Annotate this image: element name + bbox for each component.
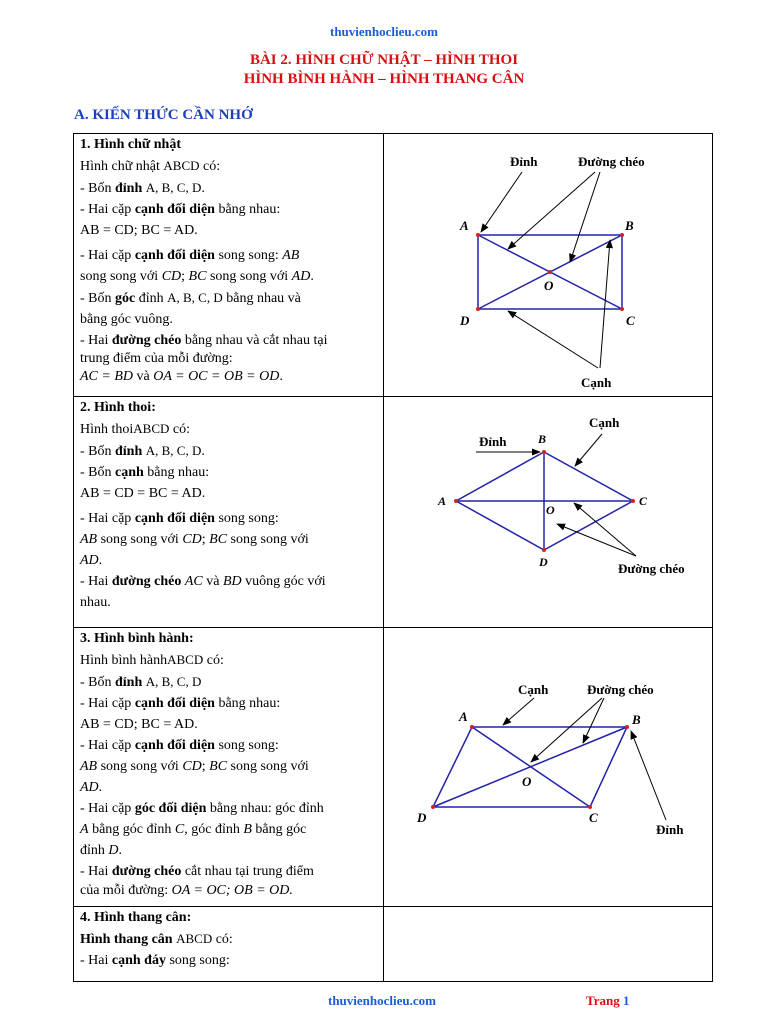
punctuation: ; — [181, 269, 189, 284]
property-text: của mỗi đường: — [80, 883, 172, 898]
punctuation: . — [201, 486, 206, 501]
shape-name: ABCD — [167, 652, 204, 667]
property-text: song song: — [165, 953, 230, 968]
property-text: - Bốn — [80, 291, 115, 306]
rectangle-heading: 1. Hình chữ nhật — [80, 137, 181, 152]
property-keyword: cạnh đối diện — [134, 202, 215, 217]
vertex-dot — [625, 725, 629, 729]
property-text: bằng nhau: góc đỉnh — [206, 801, 324, 816]
vertex-dot — [476, 233, 480, 237]
property-keyword: đường chéo — [111, 574, 182, 589]
vertex-label-c: C — [626, 313, 635, 328]
property-text: - Hai — [80, 953, 112, 968]
property-text: cắt nhau tại trung điểm — [181, 864, 314, 879]
property-text: - Bốn — [80, 465, 115, 480]
punctuation: ; — [201, 759, 210, 774]
lesson-title-line-2: HÌNH BÌNH HÀNH – HÌNH THANG CÂN — [243, 71, 525, 87]
punctuation: . — [98, 553, 103, 568]
property-text: - Hai cặp — [80, 248, 135, 263]
site-url-header[interactable]: thuvienhoclieu.com — [330, 24, 438, 39]
property-text: nhau. — [80, 595, 111, 610]
page-label: Trang — [586, 993, 620, 1008]
shape-name: ABCD — [163, 158, 200, 173]
property-keyword: cạnh đối diện — [134, 696, 215, 711]
property-keyword: đỉnh — [115, 181, 143, 196]
page-number-value: 1 — [622, 993, 630, 1008]
punctuation: . — [310, 269, 314, 284]
label-vertex: Đỉnh — [656, 822, 684, 837]
property-text: bằng nhau: — [143, 465, 210, 480]
vertex-list: A, B, C, D — [145, 443, 202, 458]
property-text: bằng nhau và — [222, 291, 301, 306]
intro-text: Hình thoi — [80, 422, 134, 437]
property-text: trung điểm của mỗi đường: — [80, 351, 233, 366]
property-text: - Hai cặp — [80, 696, 135, 711]
segment-name: CD — [161, 269, 182, 284]
rectangle-properties — [80, 134, 380, 387]
label-diagonal: Đường chéo — [587, 682, 654, 697]
property-keyword: đường chéo — [111, 333, 182, 348]
vertex-dot — [620, 307, 624, 311]
property-text: - Hai cặp — [80, 511, 135, 526]
property-text: - Bốn — [80, 675, 115, 690]
intro-text: có: — [199, 159, 221, 174]
property-keyword: cạnh đáy — [111, 953, 166, 968]
rhombus-figure — [384, 397, 712, 627]
label-side: Cạnh — [581, 375, 612, 390]
property-keyword: đường chéo — [111, 864, 182, 879]
property-text: vuông góc với — [241, 574, 326, 589]
arrow — [574, 503, 636, 556]
arrow — [631, 731, 666, 820]
equality-formula: AB = CD = BC = AD — [80, 486, 202, 501]
label-vertex: Đỉnh — [510, 154, 538, 169]
rectangle-figure — [384, 134, 712, 396]
property-text: song song: — [214, 511, 279, 526]
property-text: đỉnh — [80, 843, 109, 858]
vertex-label-c: C — [589, 810, 598, 825]
center-label-o: O — [522, 774, 532, 789]
vertex-dot — [542, 450, 546, 454]
property-text: - Hai cặp — [80, 202, 135, 217]
intro-text: có: — [169, 422, 191, 437]
property-keyword: cạnh đối diện — [134, 511, 215, 526]
segment-name: CD — [182, 532, 202, 547]
property-keyword: Hình thang cân — [80, 932, 177, 947]
property-keyword: cạnh — [115, 465, 144, 480]
property-text: song song với — [206, 269, 292, 284]
property-text: - Bốn — [80, 444, 115, 459]
vertex-label-b: B — [538, 432, 547, 446]
parallelogram-figure — [384, 628, 712, 906]
property-text: song song: — [214, 248, 283, 263]
property-keyword: đỉnh — [115, 675, 143, 690]
vertex-name: C — [174, 822, 185, 837]
property-text: - Hai cặp — [80, 738, 135, 753]
rhombus-heading: 2. Hình thoi: — [80, 400, 156, 415]
segment-name: AD — [291, 269, 311, 284]
arrow — [575, 434, 602, 466]
equality-formula: OA = OC = OB = OD — [153, 369, 280, 384]
lesson-title-line-1: BÀI 2. HÌNH CHỮ NHẬT – HÌNH THOI — [249, 52, 519, 68]
vertex-dot — [431, 805, 435, 809]
segment-name: BC — [188, 269, 207, 284]
rhombus-properties — [80, 397, 380, 613]
vertex-label-b: B — [625, 218, 634, 233]
arrow — [583, 698, 604, 743]
arrow — [600, 240, 610, 368]
property-text: song song với — [80, 269, 162, 284]
property-text: song song với — [97, 532, 183, 547]
arrow — [557, 524, 636, 556]
vertex-label-a: A — [438, 494, 447, 508]
vertex-dot — [542, 548, 546, 552]
vertex-list: A, B, C, D — [167, 290, 223, 305]
site-url-footer[interactable]: thuvienhoclieu.com — [328, 993, 436, 1008]
intro-text: Hình chữ nhật — [80, 159, 164, 174]
segment-name: CD — [182, 759, 202, 774]
property-text: - Bốn — [80, 181, 115, 196]
punctuation: . — [279, 369, 283, 384]
equality-formula: AC = BD — [80, 369, 133, 384]
segment-name: AB — [80, 759, 98, 774]
property-text: bằng nhau: — [214, 202, 281, 217]
center-label-o: O — [546, 503, 555, 517]
label-diagonal: Đường chéo — [578, 154, 645, 169]
property-keyword: đỉnh — [115, 444, 143, 459]
vertex-label-d: D — [460, 313, 470, 328]
segment-name: BC — [209, 532, 228, 547]
label-side: Cạnh — [518, 682, 549, 697]
arrow — [481, 172, 522, 232]
segment-name: AC — [184, 574, 203, 589]
vertex-label-d: D — [539, 555, 548, 569]
segment-name: BD — [222, 574, 242, 589]
equality-formula: AB = CD; BC = AD. — [80, 717, 198, 732]
vertex-dot — [620, 233, 624, 237]
property-text: - Hai — [80, 864, 112, 879]
segment-name: AD — [80, 780, 99, 795]
conjunction: và — [202, 574, 223, 589]
vertex-list: A, B, C, D — [145, 674, 202, 689]
center-label-o: O — [544, 278, 554, 293]
property-text: - Hai — [80, 333, 112, 348]
vertex-label-c: C — [639, 494, 648, 508]
center-dot — [548, 270, 552, 274]
property-keyword: cạnh đối diện — [134, 248, 215, 263]
punctuation: . — [201, 181, 205, 196]
vertex-name: A — [80, 822, 89, 837]
equality-formula: OA = OC; OB = OD. — [171, 883, 293, 898]
vertex-label-a: A — [460, 218, 469, 233]
segment-name: AB — [282, 248, 300, 263]
trapezoid-properties — [80, 907, 380, 971]
intro-text: Hình bình hành — [80, 653, 168, 668]
vertex-label-b: B — [632, 712, 641, 727]
property-text: bằng góc — [251, 822, 307, 837]
property-text: - Hai — [80, 574, 112, 589]
property-text: song song với — [227, 759, 309, 774]
shape-name: ABCD — [133, 421, 170, 436]
property-text: bằng góc đỉnh — [88, 822, 175, 837]
property-text: song song với — [227, 532, 309, 547]
parallelogram-heading: 3. Hình bình hành: — [80, 631, 194, 646]
punctuation: . — [201, 444, 205, 459]
trapezoid-heading: 4. Hình thang cân: — [80, 910, 192, 925]
page-number — [586, 993, 629, 1009]
vertex-dot — [588, 805, 592, 809]
vertex-label-a: A — [459, 709, 468, 724]
vertex-dot — [454, 499, 458, 503]
parallelogram-properties — [80, 628, 380, 899]
property-text: , góc đỉnh — [184, 822, 244, 837]
vertex-dot — [470, 725, 474, 729]
vertex-list: A, B, C, D — [145, 180, 202, 195]
property-keyword: góc — [115, 291, 136, 306]
property-text: bằng góc vuông. — [80, 312, 173, 327]
property-text: bằng nhau: — [214, 696, 281, 711]
property-text: bằng nhau và cắt nhau tại — [181, 333, 328, 348]
vertex-label-d: D — [417, 810, 427, 825]
property-text: đỉnh — [135, 291, 168, 306]
equality-formula: AB = CD; BC = AD — [80, 223, 195, 238]
punctuation: . — [118, 843, 123, 858]
intro-text: có: — [203, 653, 224, 668]
vertex-name: D — [108, 843, 119, 858]
vertex-dot — [476, 307, 480, 311]
punctuation: . — [194, 223, 198, 238]
segment-name: AD — [80, 553, 99, 568]
property-text: song song với — [97, 759, 183, 774]
conjunction: và — [133, 369, 154, 384]
property-text: - Hai cặp — [80, 801, 135, 816]
punctuation: . — [98, 780, 103, 795]
shape-name: ABCD — [176, 931, 213, 946]
label-side: Cạnh — [589, 415, 620, 430]
vertex-name: B — [243, 822, 252, 837]
parallelogram-diagonal-bd — [433, 727, 627, 807]
vertex-dot — [631, 499, 635, 503]
arrow — [508, 172, 595, 249]
intro-text: có: — [212, 932, 233, 947]
label-vertex: Đỉnh — [479, 434, 507, 449]
segment-name: AB — [80, 532, 98, 547]
segment-name: BC — [209, 759, 228, 774]
punctuation: ; — [201, 532, 210, 547]
property-text: song song: — [214, 738, 279, 753]
property-keyword: cạnh đối diện — [134, 738, 215, 753]
label-diagonal: Đường chéo — [618, 561, 685, 576]
property-keyword: góc đối diện — [134, 801, 207, 816]
arrow — [503, 698, 534, 725]
section-heading: A. KIẾN THỨC CẦN NHỚ — [74, 107, 253, 123]
arrow — [508, 311, 598, 368]
